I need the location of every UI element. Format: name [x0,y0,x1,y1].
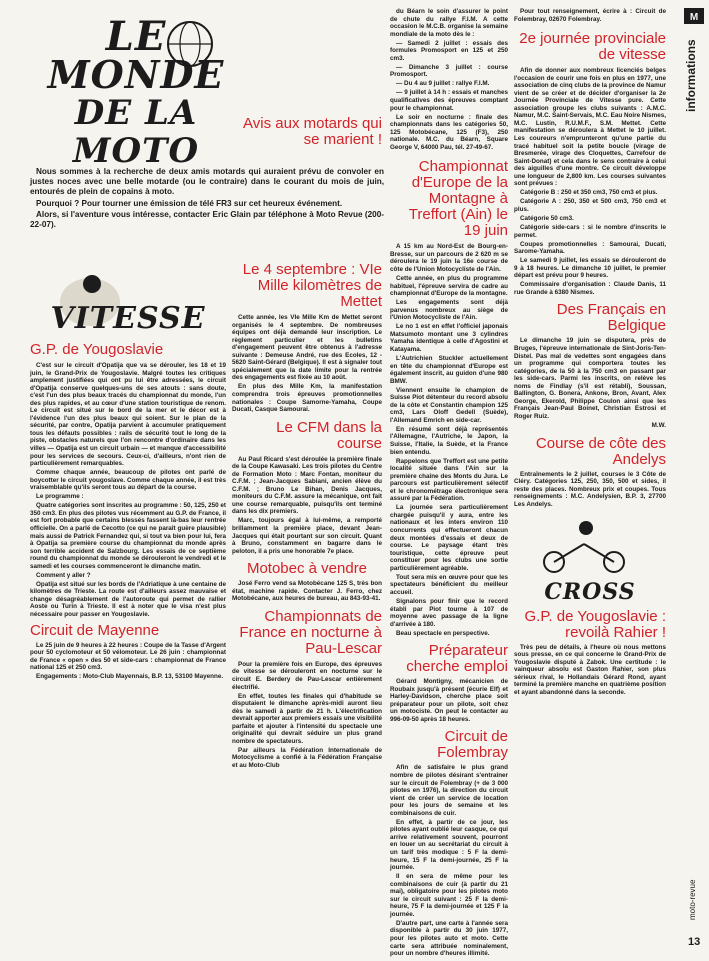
paragraph: Gérard Montigny, mécanicien de Roubaix jusqu'à présent (écurie Elf) et Harley-Davidson, cherche place soit préparateur pour un pilote, soit chez un motociste. On peut le contacter au 996-09-50 après 18 heures. [390,678,508,723]
article-motobec-body [232,580,382,603]
paragraph: Cette année, les VIe Mille Km de Mettet seront organisés le 4 septembre. De nombreuses équipes ont déjà demandé leur inscription. Le règlement particulier et les bulletins d'engagement peuvent être obtenus à l'adresse suivante : Demeuse André, rue des Ecoles, 12 - 5620 Saint-Gérard (Belgique). Il est à signaler tout spécialement que la date limite pour la rentrée des engagements est fixée au 10 août. [232,314,382,382]
paragraph: En effet, à partir de ce jour, les pilotes ayant oublié leur casque, ce qui arrive relativement souvent, pourront en louer un au secrétariat du circuit à un tarif très modique : 5 F la demi-heure, 15 F la demi-journée, 25 F la journée. [390,818,508,872]
paragraph: Opatija est situé sur les bords de l'Adriatique à une centaine de kilomètres de Trieste. La route est d'ailleurs assez mauvaise et change désagréablement de l'autoroute qui permet de rallier Aoste ou Turin à Trieste. Il est à noter que le visa n'est plus nécessaire pour passer en Yougoslavie. [30,580,226,618]
column-1 [30,262,226,952]
paragraph: L'Autrichien Stuckler actuellement en tête du championnat d'Europe est également inscrit, au guidon d'une 980 BMW. [390,355,508,385]
paragraph: La journée sera particulièrement chargée puisqu'il y aura, entre les nationaux et les inters environ 110 concurrents qui effectueront chacun deux montées d'essais et deux de course. Le paysage étant très touristique, cette épreuve peut constituer pour les clubs une sortie particulièrement agréable. [390,504,508,572]
article-title: Des Français en Belgique [556,301,666,335]
article-mayenne-body [30,642,226,681]
article-title: G.P. de Yougoslavie : revoilà Rahier ! [524,607,666,641]
paragraph: Afin de satisfaire le plus grand nombre de pilotes désirant s'entraîner sur le circuit de Folembray (+ de 3 000 pilotes en 1976), la direction du circuit vient de créer un service de location pour les jours de semaine et les combinaisons de cuir. [390,764,508,817]
paragraph: Catégorie A : 250, 350 et 500 cm3, 750 cm3 et plus. [514,198,666,213]
article-motards [232,116,382,148]
paragraph: Comme chaque année, beaucoup de pilotes ont parlé de boycotter le circuit yougoslave. Comme chaque année, il est très vraisemblable qu'ils seront tous au départ de la course. [30,469,226,492]
footer-magazine-name: moto-revue [688,879,697,920]
column-4 [514,8,666,952]
paragraph: Le no 1 est en effet l'officiel japonais Matsumoto montant une 3 cylindres Yamaha identique à celle d'Agostini et Katayama. [390,323,508,353]
motocross-rider-illustration [514,514,666,574]
article-andelys-body [514,471,666,509]
author-initials: M.W. [651,421,666,429]
paragraph: Il en sera de même pour les combinaisons de cuir (à partir du 21 mai), obligatoire pour les pilotes moto sur le circuit suivant : 25 F la demi-heure, 75 F la demi-journée et 125 F la journée. [390,873,508,918]
paragraph: du Béarn le soin d'assurer le point de chute du rallye F.I.M. A cette occasion le M.C.B. organise la semaine mondiale de la moto dès le : [390,8,508,38]
paragraph: Afin de donner aux nombreux licenciés belges l'occasion de courir une fois en plus en 1977, une association de cinq clubs de la province de Namur vient de se créer et de décider d'organiser la 2e Journée Provinciale de Vitesse pure. Cette association groupe les clubs suivants : A.M.C. Namur, M.C. Saint-Servais, M.C. Eau Noire Nismes, M.C. Lustin, R.U.M.F., S.M. Mettet. Cette manifestation se déroulera à Mettet le 10 juillet. Les coureurs n'emprunteront qu'une partie du tracé habituel soit la petite boucle (virage de Bresmerée, virage des Cloquettes, Carrefour de Saint-Donat) et cela dans le sens contraire à celui des aiguilles d'une montre. Ce circuit développe une longueur de 2,800 km. Les courses suivantes sont prévues : [514,67,666,188]
paragraph: Le samedi 9 juillet, les essais se dérouleront de 9 à 18 heures. Le dimanche 10 juillet, le premier départ est prévu pour 9 heures. [514,257,666,280]
paragraph: Le programme : [36,493,84,501]
article-title: Circuit de Mayenne [30,621,160,639]
article-title: Championnat d'Europe de la Montagne à Treffort (Ain) le 19 juin [408,158,508,240]
paragraph: José Ferro vend sa Motobécane 125 S, très bon état, machine rapide. Contacter J. Ferro, chez Motobécane, aux heures de bureau, au 843-93-41. [232,580,382,603]
article-provinciale-body [514,67,666,296]
article-rahier-body [514,644,666,697]
article-folembray-body [390,764,508,957]
column-2 [232,262,382,952]
article-bearn-body [390,8,508,151]
globe-moto-illustration [150,14,230,74]
paragraph: Nous sommes à la recherche de deux amis motards qui auraient prévu de convoler en justes noces avec une belle motarde (ou le contraire) dans le courant du mois de juin, entourés de plein de copains à moto. [30,167,384,196]
article-yougo-body [30,362,226,619]
paragraph: — Dimanche 3 juillet : course Promosport. [390,63,508,79]
svg-text:M: M [689,12,699,23]
paragraph: D'autre part, une carte à l'année sera disponible à partir du 30 juin 1977, pour les pilotes auto et moto. Cette carte sera attribuée nominalement, pour un nombre d'heures illimité. [390,919,508,958]
paragraph: Alors, si l'aventure vous intéresse, contacter Eric Glain par téléphone à Moto Revue (200-22-07). [30,210,384,229]
paragraph: Le dimanche 19 juin se disputera, près de Bruges, l'épreuve internationale de Sint-Joris-Ten-Distel. Pas mal de vedettes sont engagées dans un programme qui comportera toutes les catégories, de la 50 à la 750 cm3 en passant par les side-cars. Parmi les inscrits, on relève les noms de Findlay (s'il est rétabli), Soussan, Ballington, G. Bonera, Ankone, Bron, Avant, Alex George, Ekerold, Philippe Coulon ainsi que les Français Jean-Paul Boinet, Christian Estrosi et Roger Ruiz. [514,337,666,420]
article-francais-body [514,337,666,429]
paragraph: Cette année, en plus du programme habituel, l'épreuve servira de cadre au championnat d'Europe de la montagne. [390,275,508,298]
paragraph: Catégorie 50 cm3. [520,214,574,222]
paragraph: Pourquoi ? Pour tourner une émission de télé FR3 sur cet heureux événement. [36,198,343,208]
paragraph: Beau spectacle en perspective. [396,629,490,637]
title-line-1: LE [105,13,167,60]
title-line-2: MONDE [47,52,225,97]
paragraph: Par ailleurs la Fédération Internationale de Motocyclisme a confié à la Fédération Française et au Moto-Club [232,746,382,769]
cross-logo: CROSS [544,578,636,605]
paragraph: Marc, toujours égal à lui-même, a remporté brillamment la première place, devant Jean-Jacques qui était pourtant sur son circuit. Quant à Bruno, constamment en bagarre dans le peloton, il a pris une honorable 7e place. [232,517,382,555]
paragraph: — 9 juillet à 14 h : essais et manches qualificatives des épreuves comptant pour le championnat. [390,89,508,112]
article-montagne-body [390,243,508,637]
title-line-3: DE LA MOTO [72,93,200,171]
paragraph: Au Paul Ricard s'est déroulée la première finale de la Coupe Kawasaki. Les trois pilotes du Centre de Formation Moto : Marc Fontan, moniteur du C.F.M. ; Jean-Jacques Sabiani, ancien élève du C.F.M. ; Bruno Le Bihan, Denis Jacques, moniteurs du C.F.M. assure la mécanique, ont fait une course remarquable, puisqu'ils ont terminé dans les dix premiers. [232,455,382,516]
article-title: G.P. de Yougoslavie [30,341,164,358]
article-title: Avis aux motards qui se marient ! [243,115,382,148]
article-mettet-body [232,314,382,414]
article-preparateur-body [390,678,508,723]
article-title: Préparateur cherche emploi [406,642,508,676]
paragraph: Quatre catégories sont inscrites au programme : 50, 125, 250 et 350 cm3. En plus des pilotes vus récemment au G.P. de France, il est fort probable que certains blessés fassent là-bas leur rentrée officielle. On a parlé de Cecotto (ce qui ne paraît guère plausible) mais aussi de Patrick Fernandez qui, si tout va bien pour lui, fera à Opatija sa première course du championnat du monde après son terrible accident de Salzbourg. Les essais de ce septième round du championnat du monde se dérouleront le vendredi et le samedi et les courses commenceront le dimanche matin. [30,502,226,570]
section-label: informations [684,39,698,112]
article-title: Championnats de France en nocturne à Pau-Lescar [239,607,382,657]
magazine-logo-icon [684,8,704,24]
article-title: Le CFM dans la course [276,418,382,452]
page-number: 13 [688,936,701,948]
paragraph: — Samedi 2 juillet : essais des formules Promosport en 125 et 250 cm3. [390,39,508,62]
paragraph: Commissaire d'organisation : Claude Danis, 11 rue Grande à 6380 Nismes. [514,281,666,296]
paragraph: A 15 km au Nord-Est de Bourg-en-Bresse, sur un parcours de 2 620 m se déroulera le 19 juin la 16e course de côte de l'Union Motocycliste de l'Ain. [390,243,508,273]
paragraph: Pour la première fois en Europe, des épreuves de vitesse se dérouleront en nocturne sur le circuit E. Berdery de Pau-Lescar entièrement électrifié. [232,660,382,691]
paragraph: Engagements : Moto-Club Mayennais, B.P. 13, 53100 Mayenne. [36,673,224,681]
paragraph: En résumé sont déjà représentés l'Allemagne, l'Autriche, le Japon, la Suisse, l'Italie, la Suède, et la France bien entendu. [390,425,508,456]
paragraph: Très peu de détails, à l'heure où nous mettons sous presse, en ce qui concerne le Grand-Prix de Yougoslavie disputé à Zabok. Une certitude : le vainqueur absolu est Gaston Rahier, son plus sérieux rival, le Hollandais Gérard Rond, ayant terminé la première manche en quatrième position et ayant abandonné dans la seconde. [514,643,666,697]
article-title: Course de côte des Andelys [535,434,666,468]
article-cfm-body [232,456,382,556]
paragraph: Le soir en nocturne : finale des championnats dans les catégories 50, 125 Motobécane, 125 (F3), 250 nationale. M.C. du Béarn, Square George V, 64000 Pau, tél. 27-49-67. [390,113,508,151]
article-title: Motobec à vendre [246,560,368,578]
paragraph: Le 25 juin de 9 heures à 22 heures : Coupe de la Tasse d'Argent pour 50 cyclomoteur et 50 vélomoteur. Le 26 juin : championnat de France « open » des 50 et side-cars : championnat de France national 125 et 250 cm3. [30,641,226,672]
article-title: Circuit de Folembray [437,728,508,762]
paragraph: Rappelons que Treffort est une petite localité située dans l'Ain sur la première chaîne des Monts du Jura. Le parcours est particulièrement sélectif et le chronométrage électronique sera assuré par la Fédération. [390,457,508,503]
article-nocturne-body [232,661,382,770]
paragraph: Comment y aller ? [36,571,91,579]
paragraph: Viennent ensuite le champion de Suisse Piot détenteur du record absolu de la côte et Constantin champion 125 cm3, Lars Oloff Gedell (Suède), l'Allemand Emrich en side-car. [390,386,508,424]
paragraph: Pour tout renseignement, écrire à : Circuit de Folembray, 02670 Folembray. [514,8,666,23]
article-title: 2e journée provinciale de vitesse [519,30,666,64]
paragraph: Catégorie side-cars : si le nombre d'inscrits le permet. [514,224,666,239]
paragraph: Signalons pour finir que le record établi par Piot tourne à 107 de moyenne avec passage de la ligne d'arrivée à 180. [390,597,508,628]
paragraph: Coupes promotionnelles : Samourai, Ducati, Sarome-Yamaha. [514,240,666,256]
paragraph: En effet, toutes les finales qui d'habitude se disputaient le dimanche après-midi auront lieu dès le samedi à partir de 21 h. L'électrification devrait apporter aux premiers essais une visibilité parfaite et ajouter à l'intensité du spectacle une originalité qui devrait séduire un plus grand nombre de spectateurs. [232,692,382,745]
paragraph: Entraînements le 2 juillet, courses le 3 Côte de Cléry. Catégories 125, 250, 350, 500 et sides, il reste des places. Nombreux prix et coupes. Tous renseignements : M.C. Andelysien, B.P. 3, 27700 Les Andelys. [514,470,666,508]
paragraph: Tout sera mis en œuvre pour que les spectateurs bénéficient du meilleur accueil. [390,573,508,596]
article-title: Le 4 septembre : VIe Mille kilomètres de Mettet [242,261,382,310]
article-motards-body [30,167,384,232]
paragraph: — Du 4 au 9 juillet : rallye F.I.M. [396,80,490,88]
vitesse-logo: VITESSE [50,301,206,336]
paragraph: En plus des Mille Km, la manifestation comprendra trois épreuves promotionnelles nationales : Coupe Samorne-Yamaha, Coupe Ducati, Casque Samourai. [232,383,382,414]
column-3 [390,8,508,958]
article-folembray-cont [514,8,666,23]
paragraph: Catégorie B : 250 et 350 cm3, 750 cm3 et plus. [520,189,658,197]
paragraph: Les engagements sont déjà parvenus nombreux au siège de l'Union Motocycliste de l'Ain. [390,299,508,322]
paragraph: C'est sur le circuit d'Opatija que va se dérouler, les 18 et 19 juin, le Grand-Prix de Yougoslavie. Malgré toutes les critiques amplement justifiées qui ont pu lui être adressées, le circuit d'Opatija conserve quelques-uns de ses atouts : sans doute, c'est l'un des plus beaux tracés du championnat du monde, l'un des plus rapides, et au cœur d'une station touristique de renom. Le circuit est situé sur le bord de la mer et le décor est à l'évidence l'un des plus beaux qui soient. Sur le plan de la sécurité, par contre, Opatija parvient à accumuler pratiquement tous les défauts possibles : rails de sécurité tout le long de la piste, obstacles naturels que l'on rencontre d'ordinaire dans les villes — Opatija est un circuit urbain — et manque d'accessibilité pour les services de secours. Ceux-ci, d'ailleurs, n'ont rien de particulièrement remarquables. [30,362,226,468]
